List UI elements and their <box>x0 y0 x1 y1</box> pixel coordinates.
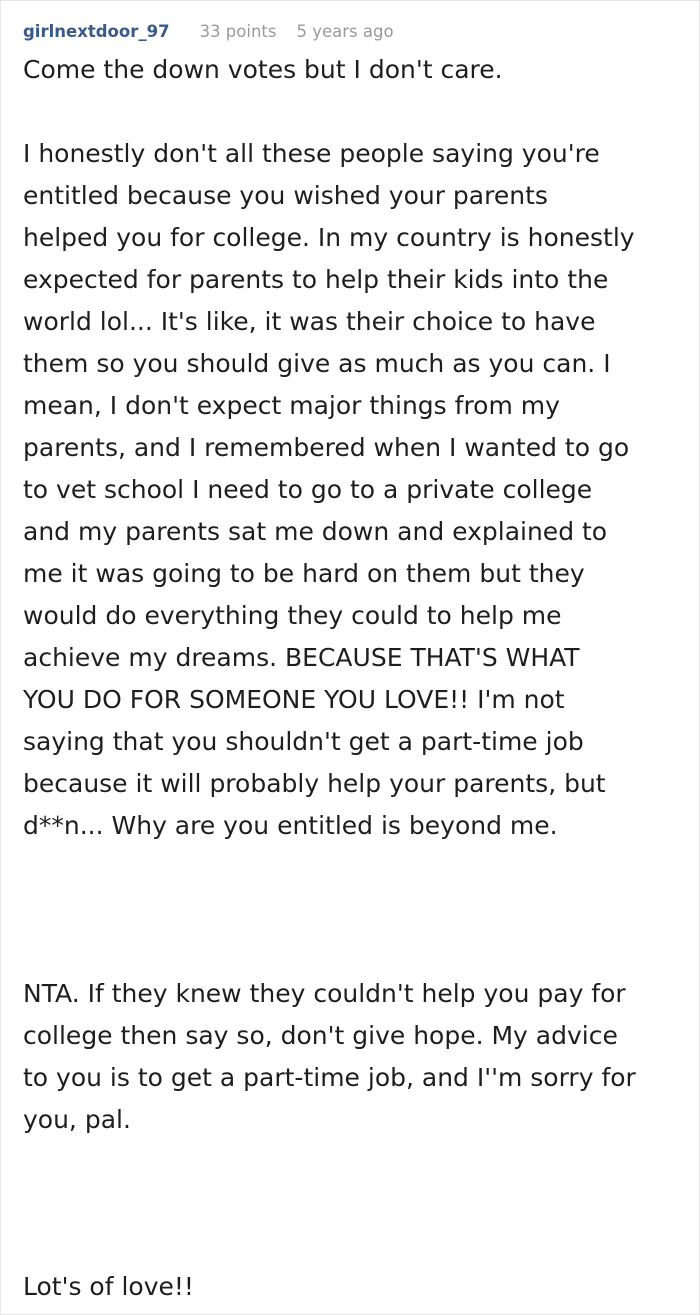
comment-paragraph: Lot's of love!! <box>23 1272 194 1301</box>
username-link[interactable]: girlnextdoor_97 <box>23 22 170 41</box>
timestamp: 5 years ago <box>296 22 394 41</box>
comment-meta <box>23 20 394 44</box>
comment-paragraph: NTA. If they knew they couldn't help you pay for college then say so, don't give hope. My advice to you is to get a part-time job, and I''m sorry for you, pal. <box>23 979 636 1134</box>
comment-paragraph: I honestly don't all these people saying you're entitled because you wished your parents helped you for college. In my country is honestly expected for parents to help their kids into the world lol... It's like, it was their choice to have them so you should give as much as you can. I mean, I don't expect major things from my parents, and I remembered when I wanted to go to vet school I need to go to a private college and my parents sat me down and explained to me it was going to be hard on them but they would do everything they could to help me achieve my dreams. BECAUSE THAT'S WHAT YOU DO FOR SOMEONE YOU LOVE!! I'm not saying that you shouldn't get a part-time job because it will probably help your parents, but d**n... Why are you entitled is beyond me. <box>23 139 635 840</box>
points-count: 33 points <box>199 22 277 41</box>
comment-paragraph: Come the down votes but I don't care. <box>23 55 503 84</box>
